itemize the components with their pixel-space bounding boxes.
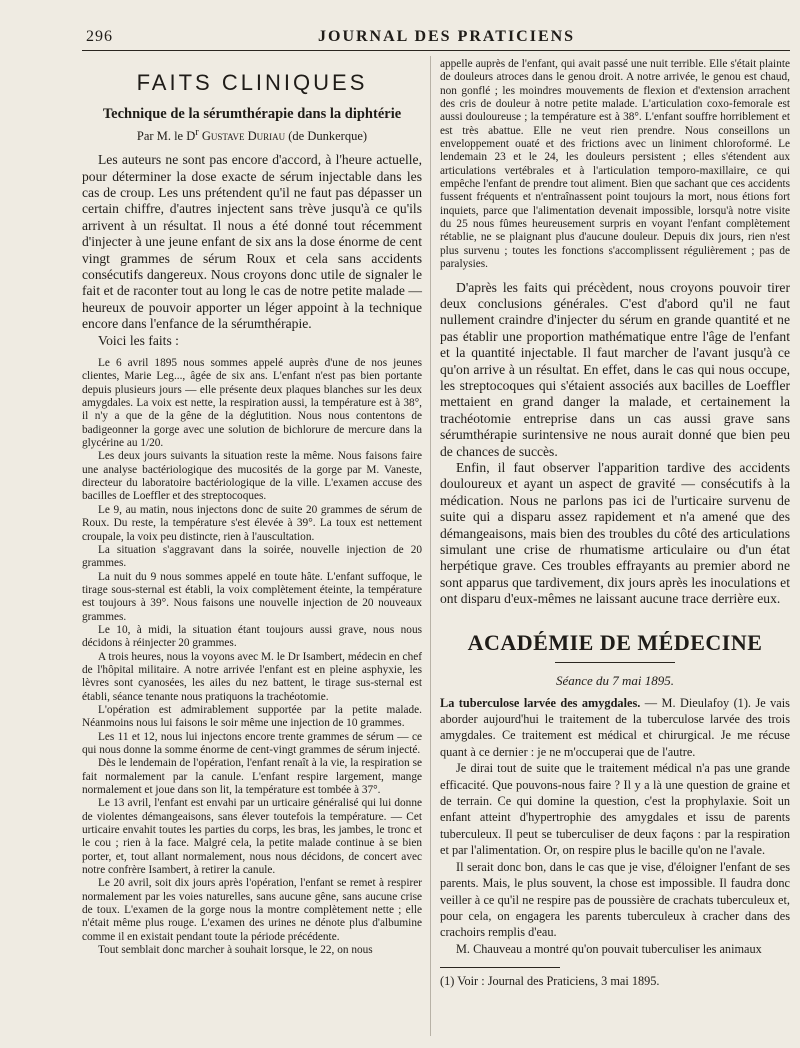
lead-label: La tuberculose larvée des amygdales.: [440, 695, 641, 710]
conclusions-text: [440, 280, 790, 608]
intro-paragraph: Les auteurs ne sont pas encore d'accord, à l'heure actuelle, pour déterminer la dose exacte de sérum injectable dans les cas de croup. Les uns prétendent qu'il ne faut pas dépasser un certain chiffre, d'autres injectent sans trève jusqu'à ce qu'ils arrivent à un résultat. Il nous a été donné tout récemment d'injecter à une jeune enfant de six ans la dose énorme de cent vingt grammes de sérum Roux et cela sans accidents consécutifs dangereux. Nous croyons donc utile de signaler le fait et de raconter tout au long le cas de notre petite malade — heureux de pouvoir apporter un léger appoint à la technique encore dans l'enfance de la sérumthérapie.: [82, 152, 422, 332]
author-name: Gustave Duriau: [201, 129, 286, 144]
article-title: Technique de la sérumthérapie dans la diphtérie: [102, 106, 402, 122]
byline-sup: r: [195, 127, 199, 138]
column-divider: [430, 56, 431, 1036]
page-header: [68, 24, 790, 48]
footnote: (1) Voir : Journal des Praticiens, 3 mai 1895.: [440, 974, 660, 989]
section-title: FAITS CLINIQUES: [136, 70, 368, 95]
conclusion-paragraph: D'après les faits qui précèdent, nous croyons pouvoir tirer deux conclusions générales. C'est d'abord qu'il ne faut nullement craindre d'injecter du sérum en grande quantité et ne pas établir une proportion mathématique entre l'âge de l'enfant et la quantité injectable. Il faut marcher de l'avant jusqu'à ce qu'on arrive à un résultat. En effet, dans le cas qui nous occupe, les streptocoques qui s'étaient associés aux bacilles de Loeffler mettaient en grand danger la malade, et certainement la trachéotomie entreprise dans un cas aussi grave sans sérumthérapie surintensive ne nous aurait donné que bien peu de chances de succès.: [440, 279, 790, 459]
case-paragraph: Le 10, à midi, la situation étant toujours aussi grave, nous nous décidons à réinjecter 20 grammes.: [82, 623, 422, 650]
academy-paragraph: Je dirai tout de suite que le traitement médical n'a pas une grande efficacité. Que pouvons-nous faire ? Il y a là une question de graine et de terrain. Ce qui domine la question, c'est la prophylaxie. Soit un enfant atteint d'hypertrophie des amygdales et issu de parents tuberculeux. Il peut se tuberculiser de deux façons : par la respiration et par l'alimentation. Or, on respire plus le bacille qu'on ne l'avale.: [440, 761, 790, 858]
header-rule: [82, 50, 790, 51]
byline-suffix: (de Dunkerque): [288, 129, 368, 144]
session-date: Séance du 7 mai 1895.: [555, 672, 675, 688]
case-paragraph: Les 11 et 12, nous lui injectons encore trente grammes de sérum — ce qui nous donne la somme énorme de cent-vingt grammes de sérum injecté.: [82, 730, 422, 756]
footnote-rule: [440, 967, 560, 968]
right-column: [440, 58, 790, 989]
page-number: 296: [86, 28, 113, 45]
lead-speaker: — M. Dieulafoy (1).: [644, 695, 752, 710]
journal-title: JOURNAL DES PRATICIENS: [318, 28, 576, 45]
lead-text: Je vais aborder aujourd'hui le traitement de la tuberculose larvée des trois amygdales. Ce traitement est médical et chirurgical. Je me récuse quant à ce dernier : je ne m'occuperai que de l'autre.: [440, 695, 790, 759]
academy-paragraph: M. Chauveau a montré qu'on pouvait tuberculiser les animaux: [456, 941, 762, 956]
case-paragraph: A trois heures, nous la voyons avec M. le Dr Isambert, médecin en chef de l'hôpital militaire. A notre arrivée l'enfant est en pleine asphyxie, les lèvres sont cyanosées, les ailes du nez battent, le tirage sus-sternal est établi, séance tenante nous pratiquons la trachéotomie.: [82, 650, 422, 703]
academy-text: [440, 695, 790, 958]
case-paragraph: La nuit du 9 nous sommes appelé en toute hâte. L'enfant suffoque, le tirage sous-sternal est établi, la voix complètement éteinte, la température est toujours à 39°. Nous faisons une nouvelle injection de 20 nouveaux grammes.: [82, 570, 422, 623]
intro-text: [82, 152, 422, 349]
case-paragraph: appelle auprès de l'enfant, qui avait passé une nuit terrible. Elle s'était plainte de douleurs atroces dans le genou droit. A notre arrivée, le genou est chaud, non gonflé ; les moindres mouvements de flexion et d'extension arrachent des cris de douleur à notre petite malade. L'articulation coxo-femorale est aussi douloureuse ; la température est à 38°. L'enfant souffre horriblement et est très abattue. Elle ne veut rien prendre. Nous conseillons un enveloppement ouaté et des frictions avec un liniment chloroformé. Le lendemain 23 et le 24, les douleurs persistent ; elles s'étendent aux articulations vertébrales et à l'articulation temporo-maxillaire, ce qui empêche l'enfant de prendre tout aliment. Bien que sachant que ces accidents fussent fréquents et n'entraînassent point toujours la mort, nous étions fort inquiets, parce que l'alimentation devenait impossible, lorsqu'à notre visite du 25 nous fûmes heureusement surpris en voyant l'enfant complètement rétablie, ne se plaignant plus d'aucune douleur. Depuis dix jours, rien n'est plus survenu ; toutes les fonctions s'accomplissent régulièrement ; pas de paralysies.: [440, 58, 790, 271]
byline-prefix: Par M. le D: [136, 129, 196, 144]
case-paragraph: L'opération est admirablement supportée par la petite malade. Néanmoins nous lui faisons le soir même une injection de 10 grammes.: [82, 703, 422, 730]
intro-paragraph: Voici les faits :: [98, 332, 179, 348]
conclusion-paragraph: Enfin, il faut observer l'apparition tardive des accidents douloureux et ayant un aspect de gravité — consécutifs à la médication. Nous ne parlons pas ici de l'urticaire survenu de suite qui a disparu assez rapidement et n'a amené que des démangeaisons, mais bien des troubles du côté des articulations simulant une crise de rhumatisme articulaire ou d'un état herpétique grave. Ces troubles effrayants au premier abord ne sont apparus que tardivement, dix jours après les inoculations et ont disparu d'eux-mêmes ne laissant aucune trace derrière eux.: [440, 459, 790, 607]
academy-paragraph: Il serait donc bon, dans le cas que je vise, d'éloigner l'enfant de ses parents. Mais, le plus souvent, la chose est impossible. Il faudra donc veiller à ce qu'il ne respire pas de poussière de crachats tuberculeux et, pour cela, on engagera les parents tuberculeux à cracher dans des crachoirs remplis d'eau.: [440, 859, 790, 940]
case-paragraph: Le 20 avril, soit dix jours après l'opération, l'enfant se remet à respirer normalement par les voies naturelles, sans aucune gêne, sans aucune crise de toux. L'examen de la gorge nous la montre complètement nette ; elle n'était même plus rouge. L'examen des urines ne dénote plus d'albumine comme il en existait pendant toute la période précédente.: [82, 877, 422, 943]
case-paragraph: Tout semblait donc marcher à souhait lorsque, le 22, on nous: [98, 944, 373, 957]
case-paragraph: Le 6 avril 1895 nous sommes appelé auprès d'une de nos jeunes clientes, Marie Leg..., âgée de six ans. L'enfant n'est pas bien portante depuis plusieurs jours — elle présente deux plaques blanches sur les deux amygdales. La voix est nette, la respiration aussi, la température est à 38°, il n'y a que de la gêne de la déglutition. Nous nous contentons de badigeonner la gorge avec une solution de bichlorure de mercure dans la glycérine au 1/20.: [82, 357, 422, 450]
left-column: [82, 58, 422, 958]
case-paragraph: Le 13 avril, l'enfant est envahi par un urticaire généralisé qui lui donne de violentes démangeaisons, sans élever toutefois la température. — Cet urticaire envahit toutes les parties du corps, les bras, les jambes, le tronc et le cou ; rien à la face. Malgré cela, la petite malade continue à se bien porter, et, tout allant normalement, nous nous décidons, de concert avec notre confrère Isambert, à retirer la canule.: [82, 797, 422, 877]
case-paragraph: Les deux jours suivants la situation reste la même. Nous faisons faire une analyse bactériologique des mucosités de la gorge par M. Vaneste, directeur du laboratoire bactériologique de la ville. L'examen accuse des bacilles de Loeffler et des streptocoques.: [82, 450, 422, 503]
lead-paragraph: [440, 695, 790, 761]
byline: [82, 127, 422, 144]
case-paragraph: Dès le lendemain de l'opération, l'enfant renaît à la vie, la respiration se fait normalement par la canule. L'enfant respire largement, mange normalement et joue dans son lit, la température est tombée à 37°.: [82, 757, 422, 797]
academy-title: ACADÉMIE DE MÉDECINE: [467, 629, 763, 655]
academy-rule: [555, 662, 675, 663]
case-text: [82, 357, 422, 957]
case-continued: [440, 58, 790, 272]
case-paragraph: Le 9, au matin, nous injectons donc de suite 20 grammes de sérum de Roux. Du reste, la température s'est élevée à 39°. La toux est nettement croupale, la voix peu distincte, rien à l'auscultation.: [82, 503, 422, 543]
case-paragraph: La situation s'aggravant dans la soirée, nouvelle injection de 20 grammes.: [82, 543, 422, 570]
